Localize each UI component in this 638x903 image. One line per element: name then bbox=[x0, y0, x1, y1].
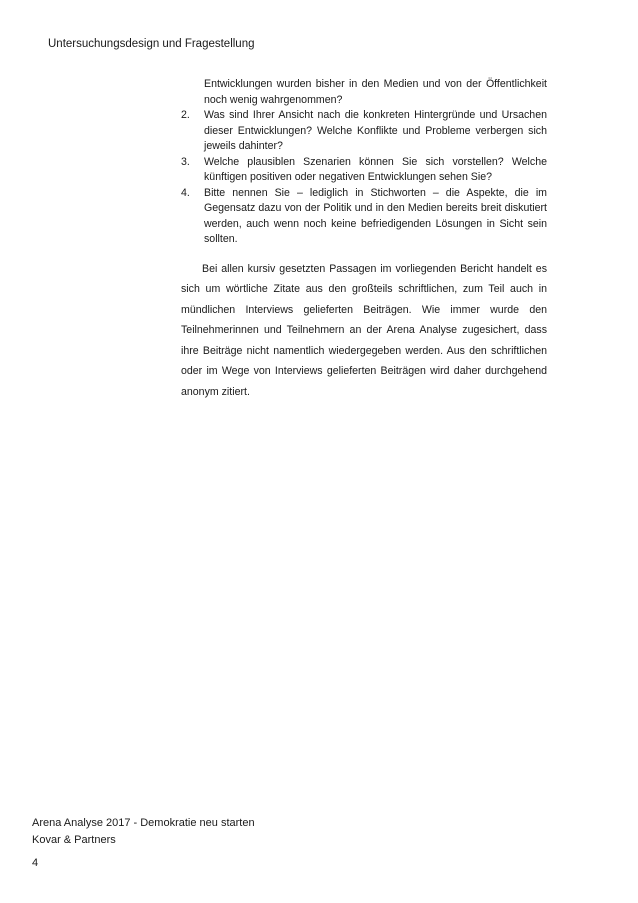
list-item bbox=[181, 155, 547, 186]
list-item-number: 2. bbox=[181, 109, 190, 121]
body-paragraph: Bei allen kursiv gesetzten Passagen im vorliegenden Bericht handelt es sich um wörtliche Zitate aus den großteils schriftlichen, zum Teil auch in mündlichen Interviews gelieferten Beiträgen. Wie immer wurde den Teilnehmerinnen und Teilnehmern an der Arena Analyse zugesichert, dass ihre Beiträge nicht namentlich wiedergegeben werden. Aus den schriftlichen oder im Wege von Interviews gelieferten Beiträgen wird daher durchgehend anonym zitiert. bbox=[181, 262, 547, 399]
list-item-text: Welche plausiblen Szenarien können Sie sich vorstellen? Welche künftigen positiven oder negativen Entwicklungen sehen Sie? bbox=[204, 155, 547, 183]
main-content bbox=[181, 77, 547, 413]
footer-publisher: Kovar & Partners bbox=[32, 834, 116, 846]
footer bbox=[32, 815, 255, 849]
running-header: Untersuchungsdesign und Fragestellung bbox=[48, 38, 255, 50]
list-item-continuation: Entwicklungen wurden bisher in den Medien und von der Öffentlichkeit noch wenig wahrgenommen? bbox=[204, 78, 547, 106]
list-item bbox=[181, 108, 547, 155]
list-item-number: 3. bbox=[181, 155, 190, 168]
list-item-number: 4. bbox=[181, 186, 190, 199]
list-item bbox=[181, 186, 547, 248]
page-number: 4 bbox=[32, 857, 39, 869]
list-item-text: Was sind Ihrer Ansicht nach die konkreten Hintergründe und Ursachen dieser Entwicklungen? Welche Konflikte und Probleme verbergen sich jeweils dahinter? bbox=[204, 109, 547, 152]
footer-report-title: Arena Analyse 2017 - Demokratie neu starten bbox=[32, 817, 255, 829]
question-list bbox=[181, 77, 547, 248]
list-item-text: Bitte nennen Sie – lediglich in Stichworten – die Aspekte, die im Gegensatz dazu von der Politik und in den Medien bereits breit diskutiert werden, auch wenn noch keine befriedigenden Lösungen in Sicht sein sollten. bbox=[204, 186, 547, 245]
